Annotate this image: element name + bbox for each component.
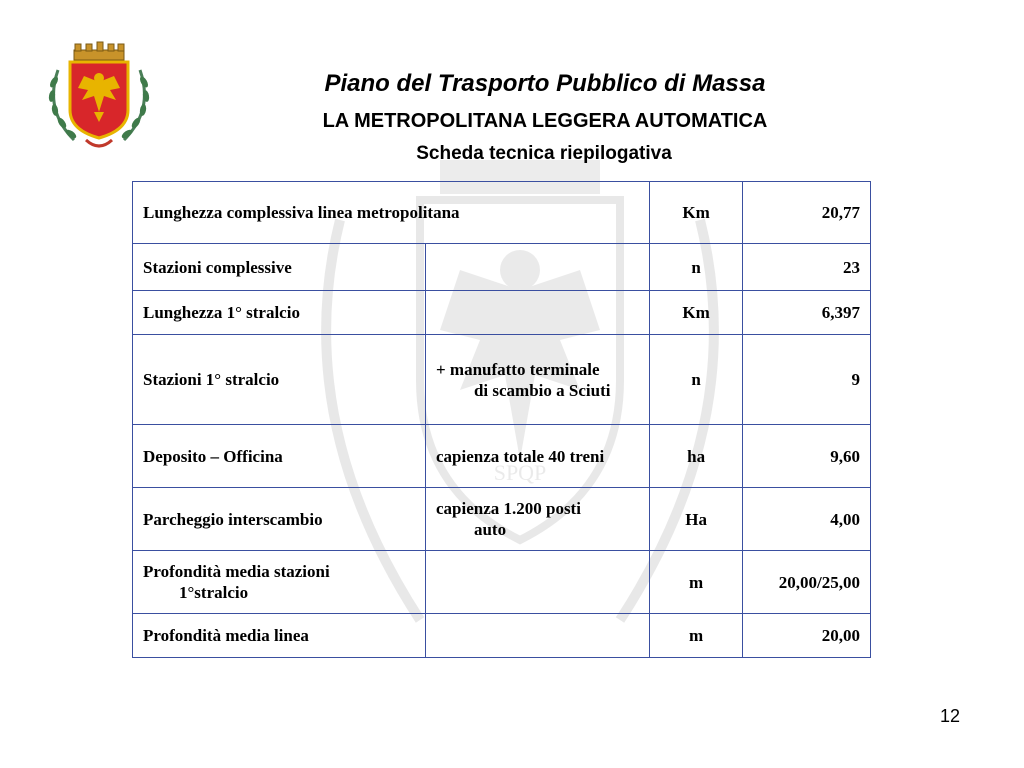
table-row bbox=[133, 425, 871, 488]
row-note bbox=[425, 291, 649, 335]
technical-specs-table bbox=[132, 181, 871, 658]
row-label: Parcheggio interscambio bbox=[133, 488, 426, 551]
page-title: Piano del Trasporto Pubblico di Massa bbox=[324, 70, 766, 97]
table-row bbox=[133, 335, 871, 425]
row-value: 23 bbox=[743, 244, 871, 291]
row-unit: Km bbox=[650, 182, 743, 244]
row-label: Lunghezza complessiva linea metropolitana bbox=[133, 182, 650, 244]
row-note-line: di scambio a Sciuti bbox=[473, 380, 611, 400]
row-value: 9 bbox=[743, 335, 871, 425]
row-label-line: Profondità media stazioni bbox=[143, 562, 330, 581]
row-note bbox=[425, 244, 649, 291]
table-row bbox=[133, 291, 871, 335]
row-label: Stazioni 1° stralcio bbox=[133, 335, 426, 425]
row-unit: m bbox=[650, 614, 743, 658]
row-note bbox=[425, 551, 649, 614]
row-note-line: + manufatto terminale bbox=[435, 359, 600, 379]
row-value: 20,00 bbox=[743, 614, 871, 658]
row-note-line: auto bbox=[473, 520, 507, 539]
row-value: 6,397 bbox=[743, 291, 871, 335]
row-note bbox=[425, 614, 649, 658]
table-row bbox=[133, 551, 871, 614]
section-title: Scheda tecnica riepilogativa bbox=[416, 143, 672, 164]
row-value: 20,77 bbox=[743, 182, 871, 244]
watermark-motto: SPQP bbox=[493, 460, 547, 485]
row-unit: m bbox=[650, 551, 743, 614]
row-note-line: capienza 1.200 posti bbox=[435, 499, 581, 518]
table-row bbox=[133, 244, 871, 291]
row-note bbox=[425, 488, 649, 551]
row-note bbox=[425, 335, 649, 425]
table-row bbox=[133, 182, 871, 244]
row-note: capienza totale 40 treni bbox=[425, 425, 649, 488]
row-label: Stazioni complessive bbox=[133, 244, 426, 291]
row-label: Deposito – Officina bbox=[133, 425, 426, 488]
row-label-line: 1°stralcio bbox=[179, 583, 249, 602]
table-row bbox=[133, 488, 871, 551]
row-unit: Km bbox=[650, 291, 743, 335]
row-value: 20,00/25,00 bbox=[743, 551, 871, 614]
row-unit: n bbox=[650, 335, 743, 425]
row-value: 9,60 bbox=[743, 425, 871, 488]
row-label: Profondità media linea bbox=[133, 614, 426, 658]
page-number: 12 bbox=[940, 706, 961, 726]
table-row bbox=[133, 614, 871, 658]
row-label bbox=[133, 551, 426, 614]
row-unit: n bbox=[650, 244, 743, 291]
row-unit: Ha bbox=[650, 488, 743, 551]
row-value: 4,00 bbox=[743, 488, 871, 551]
page-subtitle: LA METROPOLITANA LEGGERA AUTOMATICA bbox=[322, 110, 768, 132]
row-unit: ha bbox=[650, 425, 743, 488]
row-label: Lunghezza 1° stralcio bbox=[133, 291, 426, 335]
